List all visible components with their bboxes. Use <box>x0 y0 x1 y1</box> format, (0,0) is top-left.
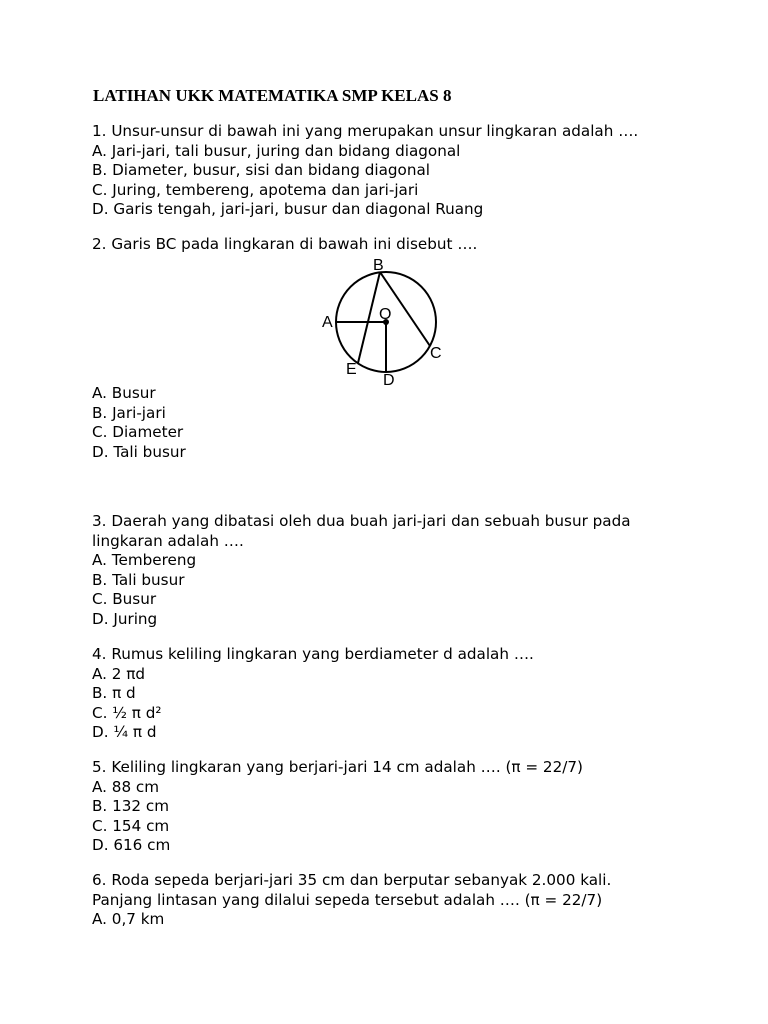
option-a: A. 2 πd <box>92 664 146 683</box>
option-b: B. 132 cm <box>92 797 170 816</box>
label-a: A <box>322 314 333 331</box>
option-a: A. 0,7 km <box>92 910 165 929</box>
label-e: E <box>346 361 357 378</box>
question-2 <box>92 235 477 255</box>
option-a: A. Jari-jari, tali busur, juring dan bidang diagonal <box>92 141 461 160</box>
question-3 <box>92 512 631 630</box>
option-c: C. 154 cm <box>92 816 170 835</box>
question-text: 1. Unsur-unsur di bawah ini yang merupakan unsur lingkaran adalah …. <box>92 122 639 140</box>
option-a: A. Busur <box>92 384 156 402</box>
option-d: D. 616 cm <box>92 836 171 855</box>
question-text: 2. Garis BC pada lingkaran di bawah ini disebut …. <box>92 235 478 253</box>
option-d: D. ¼ π d <box>92 723 157 742</box>
option-d: D. Juring <box>92 609 158 628</box>
label-b: B <box>373 257 384 274</box>
question-6 <box>92 871 611 930</box>
option-b: B. π d <box>92 684 136 703</box>
option-a: A. Tembereng <box>92 551 197 570</box>
label-o: O <box>379 306 392 323</box>
option-d: D. Garis tengah, jari-jari, busur dan diagonal Ruang <box>92 200 484 219</box>
question-2-options <box>92 384 186 462</box>
option-d: D. Tali busur <box>92 442 186 461</box>
question-4 <box>92 645 534 743</box>
label-d: D <box>383 372 395 389</box>
option-b: B. Jari-jari <box>92 403 166 422</box>
page-title: LATIHAN UKK MATEMATIKA SMP KELAS 8 <box>93 86 452 105</box>
option-b: B. Tali busur <box>92 570 185 589</box>
question-text: 6. Roda sepeda berjari-jari 35 cm dan berputar sebanyak 2.000 kali. <box>92 871 612 889</box>
question-text: 5. Keliling lingkaran yang berjari-jari 14 cm adalah …. (π = 22/7) <box>92 758 583 776</box>
question-text: 4. Rumus keliling lingkaran yang berdiameter d adalah …. <box>92 645 534 663</box>
option-c: C. Diameter <box>92 423 184 442</box>
option-c: C. Juring, tembereng, apotema dan jari-jari <box>92 180 419 199</box>
option-c: C. ½ π d² <box>92 703 162 722</box>
question-text: 3. Daerah yang dibatasi oleh dua buah jari-jari dan sebuah busur pada <box>92 512 631 530</box>
circle-figure <box>318 255 448 390</box>
option-a: A. 88 cm <box>92 777 160 796</box>
label-c: C <box>430 345 442 362</box>
question-1 <box>92 122 638 220</box>
question-text-cont: lingkaran adalah …. <box>92 531 244 550</box>
option-b: B. Diameter, busur, sisi dan bidang diagonal <box>92 161 430 180</box>
question-text-cont: Panjang lintasan yang dilalui sepeda tersebut adalah …. (π = 22/7) <box>92 890 603 909</box>
question-5 <box>92 758 583 856</box>
option-c: C. Busur <box>92 590 157 609</box>
chord-be <box>358 272 380 363</box>
